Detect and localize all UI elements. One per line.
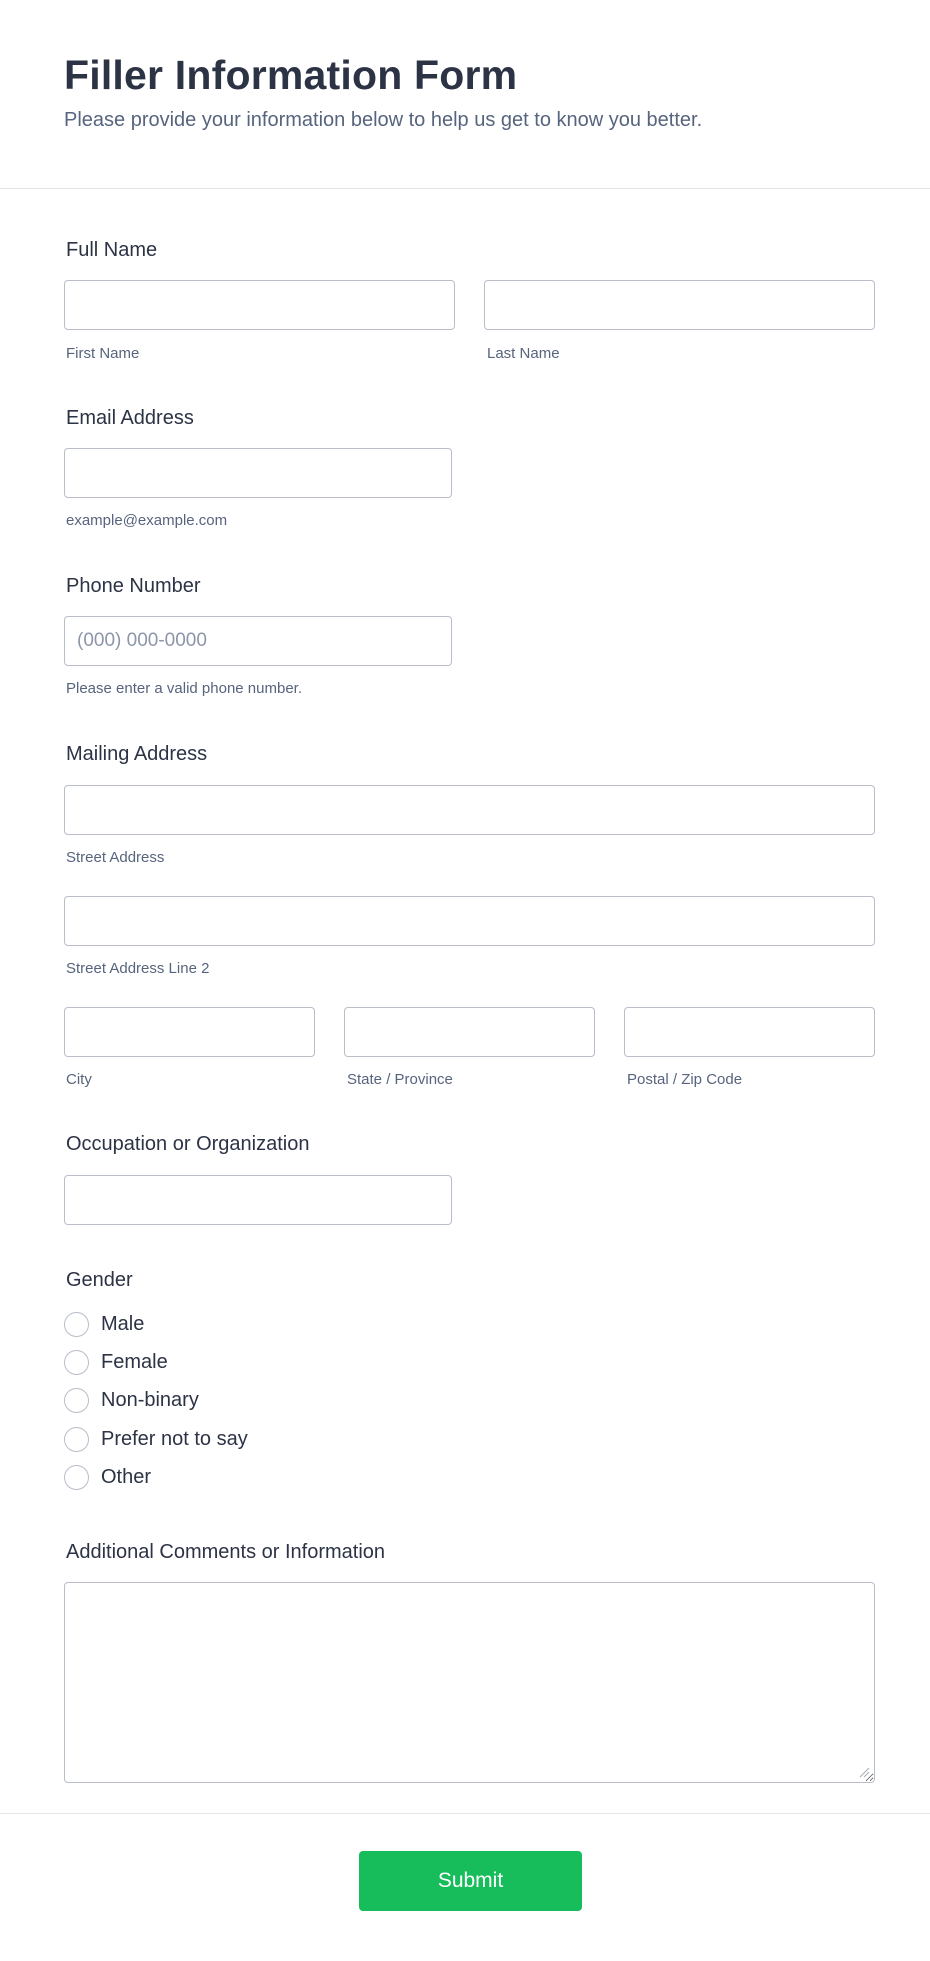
phone-field[interactable] [64,616,452,666]
city-input[interactable] [64,1007,315,1057]
first-name-sublabel: First Name [66,345,140,362]
gender-option-non-binary[interactable] [64,1386,199,1414]
first-name-input[interactable] [64,280,455,330]
last-name-sublabel: Last Name [487,345,560,362]
email-field[interactable] [64,448,452,498]
phone-label: Phone Number [66,575,201,597]
radio-button[interactable] [64,1427,89,1452]
phone-sublabel: Please enter a valid phone number. [66,680,302,697]
street-address-input[interactable] [64,785,875,835]
gender-option-female[interactable] [64,1348,168,1376]
postal-code-input[interactable] [624,1007,875,1057]
comments-label: Additional Comments or Information [66,1541,386,1563]
radio-label: Non-binary [101,1388,199,1411]
form-header [0,0,930,189]
submit-button[interactable]: Submit [359,1851,582,1911]
gender-option-male[interactable] [64,1310,144,1338]
radio-button[interactable] [64,1350,89,1375]
radio-button[interactable] [64,1312,89,1337]
street-address-line2-sublabel: Street Address Line 2 [66,960,210,977]
radio-button[interactable] [64,1388,89,1413]
postal-code-sublabel: Postal / Zip Code [627,1071,743,1088]
occupation-input[interactable] [64,1175,452,1225]
state-input[interactable] [344,1007,595,1057]
full-name-label: Full Name [66,239,158,261]
city-sublabel: City [66,1071,92,1088]
form-subtitle: Please provide your information below to help us get to know you better. [64,109,703,131]
street-address-line2-input[interactable] [64,896,875,946]
gender-option-other[interactable] [64,1463,151,1491]
occupation-label: Occupation or Organization [66,1133,310,1155]
last-name-input[interactable] [484,280,875,330]
gender-label: Gender [66,1269,133,1291]
form-title: Filler Information Form [64,52,518,98]
email-label: Email Address [66,407,194,429]
radio-label: Female [101,1350,168,1373]
gender-option-prefer-not-to-say[interactable] [64,1425,248,1453]
radio-button[interactable] [64,1465,89,1490]
email-sublabel: example@example.com [66,512,228,529]
radio-label: Male [101,1312,145,1335]
resize-grip-icon[interactable] [858,1766,870,1778]
address-label: Mailing Address [66,743,208,765]
comments-textarea[interactable] [64,1582,875,1783]
street-address-sublabel: Street Address [66,849,165,866]
radio-label: Prefer not to say [101,1427,248,1450]
radio-label: Other [101,1465,152,1488]
state-sublabel: State / Province [347,1071,453,1088]
